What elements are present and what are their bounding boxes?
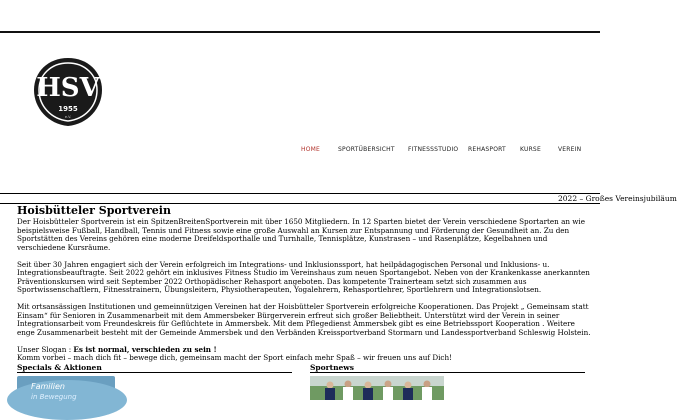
special-card-subtitle: in Bewegung — [31, 393, 77, 401]
site-header — [0, 33, 600, 193]
page-title: Hoisbütteler Sportverein — [17, 204, 171, 217]
sportnews-photo[interactable] — [310, 376, 444, 400]
slogan: Es ist normal, verschieden zu sein ! — [73, 344, 217, 354]
news-ticker[interactable] — [0, 194, 677, 203]
team-photo-illustration — [310, 376, 444, 400]
nav-home[interactable]: HOME — [301, 146, 321, 153]
ticker-text: 2022 – Großes Vereinsjubiläum — [558, 194, 677, 203]
nav-kurse[interactable]: KURSE — [520, 146, 541, 153]
specials-underline — [17, 372, 292, 373]
main-content — [17, 205, 592, 363]
svg-text:HSV: HSV — [36, 73, 100, 103]
svg-text:1955: 1955 — [58, 105, 78, 113]
nav-fitnessstudio[interactable]: FITNESSSTUDIO — [408, 146, 459, 153]
slogan-prefix: Unser Slogan : — [17, 344, 74, 354]
inclusion-paragraph: Seit über 30 Jahren engagiert sich der Verein erfolgreich im Integrations- und Inklusionssport, hat heilpädagogischen Personal und Inklusions- u. Integrationsbeauftragte. Seit 2022 gehört ein inklusives Fitness Studio im Vereinshaus zum neuen Sportangebot. Neben von der Krankenkasse anerkannten Präventionskursen wird seit September 2022 Orthopädischer Rehasport angeboten. Das kompetente Trainerteam setzt sich zusammen aus Sportwissenschaftlern, Fitnesstrainern, Übungsleitern, Physiotherapeuten, Yogalehrern, Rehasportlehrer, Sportlehrern und Integrationslotsen. — [17, 259, 590, 294]
sportnews-heading: Sportnews — [310, 363, 354, 372]
special-card-image[interactable] — [17, 376, 115, 400]
cooperation-paragraph: Mit ortsansässigen Institutionen und gemeinnützigen Vereinen hat der Hoisbütteler Sportverein erfolgreiche Kooperationen. Das Projekt „ Gemeinsam statt Einsam“ für Senioren in Zusammenarbeit mit dem Ammersbeker Bürgerverein erfreut sich großer Beliebtheit. Unterstützt wird der Verein in seiner Integrationsarbeit vom Freundeskreis für Geflüchtete in Ammersbek. Mit dem Pflegedienst Ammersbek gibt es eine Betriebssport Kooperation . Weitere enge Zusammenarbeit besteht mit der Gemeinde Ammersbek und den Verbänden Kreissportverband Stormarn und Landessportverband Schleswig Holstein. — [17, 302, 591, 337]
nav-sportuebersicht[interactable]: SPORTÜBERSICHT — [338, 146, 395, 153]
svg-text:e.V.: e.V. — [64, 115, 72, 119]
specials-heading: Specials & Aktionen — [17, 363, 102, 372]
nav-rehasport[interactable]: REHASPORT — [468, 146, 506, 153]
closing-line: Komm vorbei – mach dich fit – bewege dich, gemeinsam macht der Sport einfach mehr Spaß – wir freuen uns auf Dich! — [17, 353, 452, 362]
special-card-title: Familien — [31, 382, 65, 391]
main-nav — [290, 146, 600, 160]
sportnews-underline — [310, 372, 585, 373]
hsv-logo[interactable] — [32, 56, 104, 128]
nav-verein[interactable]: VEREIN — [558, 146, 582, 153]
intro-paragraph: Der Hoisbütteler Sportverein ist ein SpitzenBreitenSportverein mit über 1650 Mitgliedern. In 12 Sparten bietet der Verein verschiedene Sportarten an wie beispielsweise Fußball, Handball, Tennis und Fitness sowie eine große Auswahl an Kursen zur Entspannung und Förderung der Gesundheit an. Zu den Sportstätten des Vereins gehören eine moderne Dreifeldsporthalle und Turnhalle, Tennisplätze, Kunstrasen – und Rasenplätze, Kegelbahnen und verschiedene Kursräume. — [17, 217, 585, 252]
